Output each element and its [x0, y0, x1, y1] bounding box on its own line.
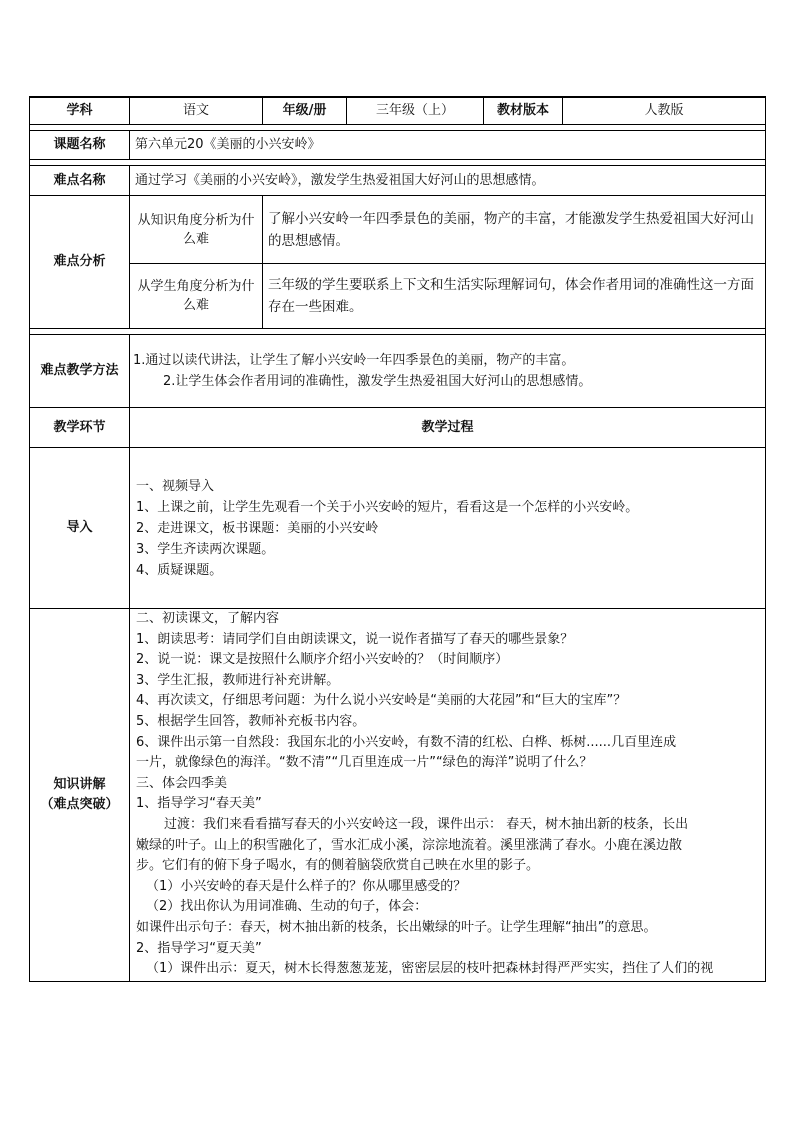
intro-line: 4、质疑课题。 — [136, 562, 223, 578]
header-row — [30, 97, 766, 125]
analysis-label: 难点分析 — [30, 196, 130, 329]
explain-line: 一片，就像绿色的海洋。“数不清”“几百里连成一片”“绿色的海洋”说明了什么？ — [136, 755, 593, 771]
intro-line: 2、走进课文，板书课题：美丽的小兴安岭 — [136, 520, 379, 536]
analysis-student-row — [30, 264, 766, 329]
knowledge-label: 从知识角度分析为什么难 — [130, 196, 263, 264]
lesson-value: 第六单元20《美丽的小兴安岭》 — [130, 131, 766, 160]
subject-value: 语文 — [130, 97, 263, 125]
difficulty-row — [30, 166, 766, 196]
lesson-label: 课题名称 — [30, 131, 130, 160]
difficulty-value: 通过学习《美丽的小兴安岭》，激发学生热爱祖国大好河山的思想感情。 — [130, 166, 766, 196]
method-label: 难点教学方法 — [30, 335, 130, 408]
student-label: 从学生角度分析为什么难 — [130, 264, 263, 329]
subject-label: 学科 — [30, 97, 130, 125]
process-header: 教学过程 — [130, 408, 766, 448]
explain-line: （2）找出你认为用词准确、生动的句子，体会： — [146, 899, 428, 915]
intro-label: 导入 — [30, 448, 130, 609]
difficulty-label: 难点名称 — [30, 166, 130, 196]
explain-line: 1、朗读思考：请同学们自由朗读课文，说一说作者描写了春天的哪些景象？ — [136, 631, 574, 647]
explain-line: 如课件出示句子：春天，树木抽出新的枝条，长出嫩绿的叶子。让学生理解“抽出”的意思。 — [136, 919, 657, 935]
explain-line: 三、体会四季美 — [136, 775, 228, 791]
method-line-1: 1.通过以读代讲法，让学生了解小兴安岭一年四季景色的美丽，物产的丰富。 — [133, 353, 575, 368]
intro-row — [30, 448, 766, 609]
explain-line: 4、再次读文，仔细思考问题：为什么说小兴安岭是“美丽的大花园”和“巨大的宝库”？ — [136, 693, 627, 709]
method-row — [30, 335, 766, 408]
explain-line: 步。它们有的俯下身子喝水，有的侧着脑袋欣赏自己映在水里的影子。 — [136, 858, 540, 874]
intro-line: 3、学生齐读两次课题。 — [136, 541, 275, 557]
explain-line: 2、说一说：课文是按照什么顺序介绍小兴安岭的？（时间顺序） — [136, 652, 509, 668]
explain-line: （1）课件出示：夏天，树木长得葱葱茏茏，密密层层的枝叶把森林封得严严实实，挡住了人们的视 — [146, 961, 714, 977]
explain-row — [30, 609, 766, 982]
explain-label: 知识讲解 — [53, 777, 106, 792]
explain-line: 嫩绿的叶子。山上的积雪融化了，雪水汇成小溪，淙淙地流着。溪里涨满了春水。小鹿在溪边散 — [136, 837, 683, 853]
explain-line: 3、学生汇报，教师进行补充讲解。 — [136, 672, 340, 688]
method-line-2: 2.让学生体会作者用词的准确性，激发学生热爱祖国大好河山的思想感情。 — [163, 374, 592, 389]
student-value: 三年级的学生要联系上下文和生活实际理解词句，体会作者用词的准确性这一方面存在一些困难。 — [263, 264, 766, 329]
explain-line: 2、指导学习“夏天美” — [136, 940, 262, 956]
lesson-row — [30, 131, 766, 160]
explain-line: 过渡：我们来看看描写春天的小兴安岭这一段，课件出示： 春天，树木抽出新的枝条，长出 — [164, 816, 689, 832]
grade-label: 年级/册 — [263, 97, 347, 125]
stage-header: 教学环节 — [30, 408, 130, 448]
edition-value: 人教版 — [563, 97, 766, 125]
knowledge-value: 了解小兴安岭一年四季景色的美丽，物产的丰富，才能激发学生热爱祖国大好河山的思想感情。 — [263, 196, 766, 264]
process-header-row — [30, 408, 766, 448]
explain-line: （1）小兴安岭的春天是什么样子的？你从哪里感受的？ — [146, 878, 467, 894]
explain-line: 1、指导学习“春天美” — [136, 796, 262, 812]
explain-sublabel: （难点突破） — [40, 797, 119, 812]
intro-line: 1、上课之前，让学生先观看一个关于小兴安岭的短片，看看这是一个怎样的小兴安岭。 — [136, 499, 639, 515]
intro-line: 一、视频导入 — [136, 478, 215, 494]
explain-line: 5、根据学生回答，教师补充板书内容。 — [136, 713, 366, 729]
analysis-knowledge-row — [30, 196, 766, 264]
explain-line: 二、初读课文，了解内容 — [136, 611, 280, 626]
grade-value: 三年级（上） — [347, 97, 484, 125]
edition-label: 教材版本 — [484, 97, 563, 125]
explain-line: 6、课件出示第一自然段：我国东北的小兴安岭，有数不清的红松、白桦、栎树......几百里连成 — [136, 734, 677, 750]
lesson-plan-table — [29, 96, 765, 982]
